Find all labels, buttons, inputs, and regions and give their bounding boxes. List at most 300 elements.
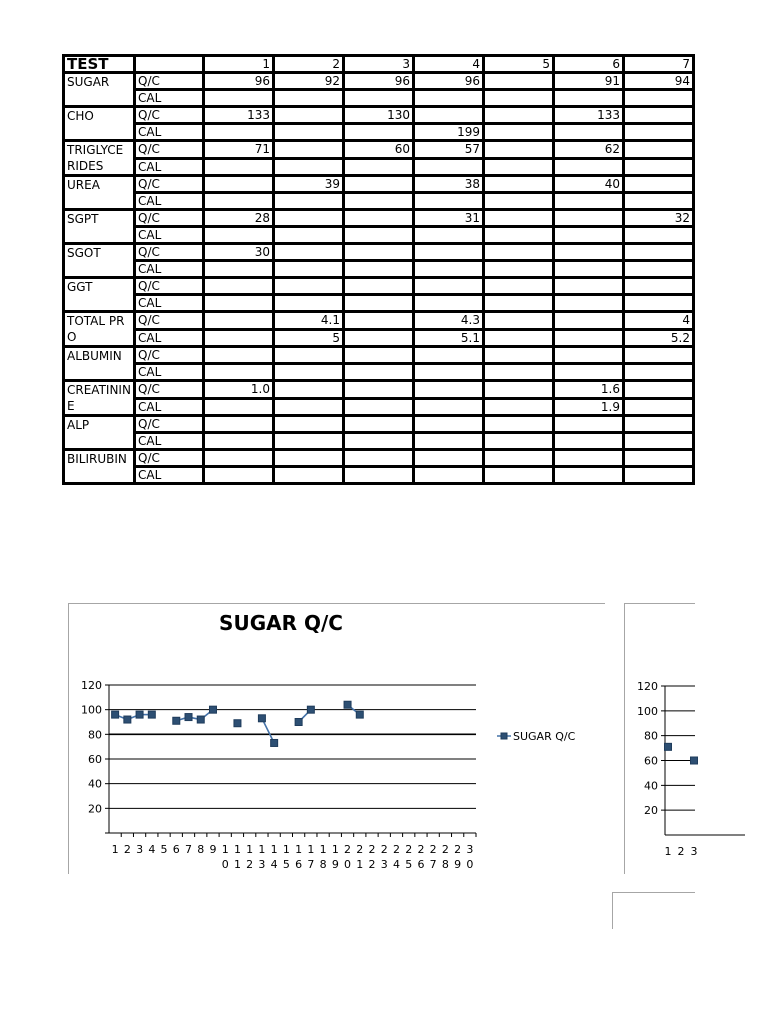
value-cell — [624, 347, 694, 364]
sugar-qc-chart — [68, 603, 605, 874]
value-cell — [624, 381, 694, 399]
value-cell — [484, 467, 554, 484]
value-cell — [344, 227, 414, 244]
partial-chart-frame — [612, 892, 695, 929]
data-point — [148, 711, 155, 718]
value-cell — [204, 176, 274, 193]
value-cell: 1.0 — [204, 381, 274, 399]
data-point — [307, 706, 314, 713]
x-tick-label: 2 1 — [356, 843, 364, 871]
data-point — [258, 715, 265, 722]
value-cell — [554, 278, 624, 295]
value-cell — [484, 261, 554, 278]
x-tick-label: 2 9 — [454, 843, 462, 871]
value-cell — [484, 329, 554, 347]
x-tick-label: 1 2 — [246, 843, 254, 871]
table-row — [64, 124, 694, 141]
value-cell — [624, 107, 694, 124]
x-tick-label: 1 — [111, 843, 119, 856]
table-row — [64, 364, 694, 381]
value-cell — [204, 347, 274, 364]
value-cell — [624, 141, 694, 159]
row-type-cell: CAL — [135, 261, 204, 278]
value-cell — [624, 193, 694, 210]
value-cell — [484, 381, 554, 399]
data-point — [173, 717, 180, 724]
y-tick-label: 60 — [88, 753, 102, 766]
x-tick-label: 2 2 — [368, 843, 376, 871]
value-cell: 62 — [554, 141, 624, 159]
value-cell — [624, 278, 694, 295]
x-tick-label: 1 5 — [282, 843, 290, 871]
x-tick-label: 2 4 — [392, 843, 400, 871]
value-cell — [204, 278, 274, 295]
data-point — [665, 743, 672, 750]
row-type-cell: CAL — [135, 193, 204, 210]
table-row — [64, 398, 694, 416]
value-cell — [274, 433, 344, 450]
value-cell — [414, 295, 484, 312]
value-cell — [204, 90, 274, 107]
x-tick-label: 3 0 — [466, 843, 474, 871]
value-cell — [554, 347, 624, 364]
value-cell: 38 — [414, 176, 484, 193]
y-tick-label: 100 — [81, 703, 102, 717]
x-tick-label: 1 8 — [319, 843, 327, 871]
value-cell — [554, 433, 624, 450]
value-cell — [484, 124, 554, 141]
value-cell — [414, 398, 484, 416]
x-tick-label: 2 3 — [380, 843, 388, 871]
partial-chart — [624, 603, 698, 874]
value-cell — [484, 416, 554, 433]
table-row — [64, 416, 694, 433]
value-cell — [274, 227, 344, 244]
row-type-cell: Q/C — [135, 210, 204, 227]
value-cell — [554, 124, 624, 141]
test-name-cell: UREA — [64, 176, 135, 210]
y-tick-label: 80 — [88, 728, 102, 742]
value-cell — [554, 329, 624, 347]
header-run-2: 2 — [274, 56, 344, 73]
value-cell — [484, 158, 554, 176]
value-cell — [344, 90, 414, 107]
value-cell — [274, 193, 344, 210]
value-cell — [344, 210, 414, 227]
value-cell — [414, 158, 484, 176]
value-cell — [624, 467, 694, 484]
y-tick-label: 120 — [637, 680, 658, 693]
value-cell — [624, 433, 694, 450]
value-cell — [624, 227, 694, 244]
data-point — [295, 719, 302, 726]
value-cell — [274, 364, 344, 381]
value-cell — [554, 467, 624, 484]
chart-title: SUGAR Q/C — [219, 611, 343, 635]
x-tick-label: 1 7 — [307, 843, 315, 871]
test-name-cell: ALBUMIN — [64, 347, 135, 381]
table-row — [64, 347, 694, 364]
test-name-cell: BILIRUBIN — [64, 450, 135, 484]
value-cell: 60 — [344, 141, 414, 159]
value-cell: 94 — [624, 73, 694, 90]
header-test: TEST — [64, 56, 135, 73]
x-tick-label: 1 0 — [221, 843, 229, 871]
value-cell — [204, 261, 274, 278]
row-type-cell: CAL — [135, 364, 204, 381]
value-cell — [414, 450, 484, 467]
value-cell — [204, 433, 274, 450]
value-cell — [484, 90, 554, 107]
value-cell — [554, 193, 624, 210]
row-type-cell: Q/C — [135, 73, 204, 90]
value-cell — [344, 416, 414, 433]
value-cell — [344, 124, 414, 141]
value-cell — [344, 312, 414, 330]
row-type-cell: Q/C — [135, 450, 204, 467]
value-cell — [274, 381, 344, 399]
header-run-3: 3 — [344, 56, 414, 73]
x-tick-label: 3 — [690, 845, 698, 858]
table-row — [64, 193, 694, 210]
value-cell — [484, 107, 554, 124]
value-cell — [344, 433, 414, 450]
x-tick-label: 4 — [148, 843, 156, 856]
partial-chart-svg — [625, 604, 698, 874]
value-cell — [484, 295, 554, 312]
value-cell: 4.1 — [274, 312, 344, 330]
value-cell — [274, 398, 344, 416]
test-name-cell: CHO — [64, 107, 135, 141]
value-cell — [484, 73, 554, 90]
value-cell — [624, 364, 694, 381]
table-row — [64, 312, 694, 330]
row-type-cell: CAL — [135, 158, 204, 176]
value-cell — [624, 158, 694, 176]
x-tick-label: 1 9 — [331, 843, 339, 871]
value-cell — [624, 90, 694, 107]
value-cell: 5.2 — [624, 329, 694, 347]
value-cell — [484, 193, 554, 210]
table-row — [64, 261, 694, 278]
value-cell — [344, 467, 414, 484]
value-cell — [274, 278, 344, 295]
table-row — [64, 467, 694, 484]
value-cell — [484, 141, 554, 159]
value-cell — [344, 244, 414, 261]
value-cell — [414, 364, 484, 381]
value-cell — [414, 193, 484, 210]
value-cell — [344, 347, 414, 364]
value-cell — [624, 398, 694, 416]
legend-label: SUGAR Q/C — [513, 730, 576, 743]
x-tick-label: 2 — [677, 845, 685, 858]
data-point — [185, 714, 192, 721]
value-cell — [414, 244, 484, 261]
header-run-7: 7 — [624, 56, 694, 73]
table-row — [64, 244, 694, 261]
value-cell: 96 — [344, 73, 414, 90]
value-cell — [484, 227, 554, 244]
row-type-cell: Q/C — [135, 278, 204, 295]
table-row — [64, 141, 694, 159]
qc-table — [62, 54, 695, 485]
value-cell — [624, 124, 694, 141]
table-row — [64, 450, 694, 467]
value-cell: 1.9 — [554, 398, 624, 416]
value-cell: 133 — [204, 107, 274, 124]
value-cell — [554, 295, 624, 312]
header-run-6: 6 — [554, 56, 624, 73]
value-cell: 1.6 — [554, 381, 624, 399]
value-cell — [484, 244, 554, 261]
data-point — [271, 739, 278, 746]
value-cell: 96 — [204, 73, 274, 90]
value-cell — [274, 261, 344, 278]
x-tick-label: 1 3 — [258, 843, 266, 871]
x-tick-label: 1 4 — [270, 843, 278, 871]
value-cell: 40 — [554, 176, 624, 193]
value-cell: 130 — [344, 107, 414, 124]
value-cell — [204, 467, 274, 484]
data-point — [344, 701, 351, 708]
value-cell: 5.1 — [414, 329, 484, 347]
value-cell — [624, 261, 694, 278]
value-cell — [484, 398, 554, 416]
value-cell — [344, 450, 414, 467]
value-cell — [204, 193, 274, 210]
value-cell — [204, 364, 274, 381]
value-cell: 28 — [204, 210, 274, 227]
value-cell — [484, 210, 554, 227]
x-tick-label: 2 0 — [344, 843, 352, 871]
row-type-cell: CAL — [135, 467, 204, 484]
header-type — [135, 56, 204, 73]
y-tick-label: 40 — [88, 777, 102, 791]
value-cell: 96 — [414, 73, 484, 90]
table-row — [64, 176, 694, 193]
value-cell: 4.3 — [414, 312, 484, 330]
y-tick-label: 60 — [644, 754, 658, 768]
y-tick-label: 120 — [81, 679, 102, 692]
test-name-cell: GGT — [64, 278, 135, 312]
table-row — [64, 295, 694, 312]
value-cell — [274, 90, 344, 107]
row-type-cell: CAL — [135, 398, 204, 416]
value-cell: 71 — [204, 141, 274, 159]
value-cell — [414, 416, 484, 433]
value-cell: 91 — [554, 73, 624, 90]
value-cell — [274, 347, 344, 364]
value-cell — [274, 107, 344, 124]
test-name-cell: ALP — [64, 416, 135, 450]
value-cell — [274, 210, 344, 227]
y-tick-label: 100 — [637, 704, 658, 718]
header-run-1: 1 — [204, 56, 274, 73]
table-row — [64, 227, 694, 244]
value-cell: 57 — [414, 141, 484, 159]
value-cell — [344, 278, 414, 295]
data-point — [356, 711, 363, 718]
row-type-cell: Q/C — [135, 312, 204, 330]
value-cell — [554, 227, 624, 244]
x-tick-label: 9 — [209, 843, 217, 856]
data-point — [234, 720, 241, 727]
value-cell — [274, 450, 344, 467]
y-tick-label: 40 — [644, 779, 658, 793]
data-point — [136, 711, 143, 718]
value-cell — [274, 295, 344, 312]
value-cell — [624, 416, 694, 433]
value-cell: 32 — [624, 210, 694, 227]
test-name-cell: SGPT — [64, 210, 135, 244]
value-cell — [204, 416, 274, 433]
table-row — [64, 210, 694, 227]
value-cell — [554, 364, 624, 381]
row-type-cell: Q/C — [135, 416, 204, 433]
value-cell: 5 — [274, 329, 344, 347]
value-cell — [344, 329, 414, 347]
y-tick-label: 20 — [644, 804, 658, 818]
table-header-row — [64, 56, 694, 73]
value-cell — [274, 467, 344, 484]
value-cell: 92 — [274, 73, 344, 90]
row-type-cell: Q/C — [135, 244, 204, 261]
value-cell — [344, 176, 414, 193]
x-tick-label: 2 7 — [429, 843, 437, 871]
value-cell — [344, 364, 414, 381]
value-cell — [624, 450, 694, 467]
row-type-cell: CAL — [135, 433, 204, 450]
x-tick-label: 1 — [664, 845, 672, 858]
value-cell — [554, 244, 624, 261]
value-cell — [484, 176, 554, 193]
value-cell — [484, 278, 554, 295]
value-cell — [414, 433, 484, 450]
table-row — [64, 90, 694, 107]
value-cell — [554, 416, 624, 433]
table-row — [64, 158, 694, 176]
value-cell — [414, 278, 484, 295]
value-cell — [414, 467, 484, 484]
row-type-cell: CAL — [135, 329, 204, 347]
test-name-cell: SUGAR — [64, 73, 135, 107]
value-cell — [554, 158, 624, 176]
value-cell — [344, 295, 414, 312]
value-cell — [204, 124, 274, 141]
table-row — [64, 278, 694, 295]
value-cell — [554, 261, 624, 278]
value-cell — [274, 244, 344, 261]
table-row — [64, 381, 694, 399]
value-cell — [344, 381, 414, 399]
value-cell — [414, 107, 484, 124]
value-cell: 4 — [624, 312, 694, 330]
value-cell — [554, 450, 624, 467]
table-row — [64, 107, 694, 124]
chart-legend — [497, 730, 576, 743]
value-cell — [554, 312, 624, 330]
value-cell: 30 — [204, 244, 274, 261]
row-type-cell: Q/C — [135, 347, 204, 364]
x-tick-label: 2 — [123, 843, 131, 856]
data-point — [691, 757, 698, 764]
table-row — [64, 433, 694, 450]
header-run-4: 4 — [414, 56, 484, 73]
value-cell — [554, 210, 624, 227]
value-cell — [274, 158, 344, 176]
x-tick-label: 3 — [136, 843, 144, 856]
row-type-cell: Q/C — [135, 381, 204, 399]
value-cell — [484, 450, 554, 467]
x-tick-label: 1 6 — [295, 843, 303, 871]
data-point — [209, 706, 216, 713]
value-cell — [274, 416, 344, 433]
value-cell: 133 — [554, 107, 624, 124]
data-point — [197, 716, 204, 723]
row-type-cell: CAL — [135, 227, 204, 244]
value-cell — [624, 244, 694, 261]
row-type-cell: Q/C — [135, 141, 204, 159]
value-cell — [484, 364, 554, 381]
value-cell: 199 — [414, 124, 484, 141]
value-cell — [414, 261, 484, 278]
value-cell — [414, 90, 484, 107]
value-cell — [344, 398, 414, 416]
value-cell — [414, 347, 484, 364]
test-name-cell: SGOT — [64, 244, 135, 278]
value-cell — [414, 381, 484, 399]
sugar-qc-chart-svg — [69, 604, 605, 874]
x-tick-label: 2 8 — [441, 843, 449, 871]
value-cell — [204, 329, 274, 347]
x-tick-label: 6 — [172, 843, 180, 856]
value-cell — [484, 347, 554, 364]
data-point — [112, 711, 119, 718]
value-cell: 31 — [414, 210, 484, 227]
value-cell — [344, 193, 414, 210]
table-row — [64, 329, 694, 347]
value-cell — [414, 227, 484, 244]
data-point — [124, 716, 131, 723]
row-type-cell: CAL — [135, 90, 204, 107]
x-tick-label: 7 — [185, 843, 193, 856]
value-cell — [204, 158, 274, 176]
value-cell — [344, 261, 414, 278]
x-tick-label: 8 — [197, 843, 205, 856]
row-type-cell: Q/C — [135, 107, 204, 124]
value-cell — [204, 295, 274, 312]
value-cell — [624, 176, 694, 193]
value-cell — [624, 295, 694, 312]
x-tick-label: 2 6 — [417, 843, 425, 871]
value-cell — [204, 398, 274, 416]
value-cell — [204, 450, 274, 467]
value-cell — [274, 141, 344, 159]
row-type-cell: CAL — [135, 124, 204, 141]
test-name-cell: CREATININE — [64, 381, 135, 416]
value-cell — [204, 312, 274, 330]
y-tick-label: 20 — [88, 802, 102, 816]
y-tick-label: 80 — [644, 729, 658, 743]
value-cell — [274, 124, 344, 141]
value-cell — [344, 158, 414, 176]
test-name-cell: TOTAL PRO — [64, 312, 135, 347]
value-cell — [554, 90, 624, 107]
x-tick-label: 1 1 — [233, 843, 241, 871]
header-run-5: 5 — [484, 56, 554, 73]
value-cell — [484, 312, 554, 330]
